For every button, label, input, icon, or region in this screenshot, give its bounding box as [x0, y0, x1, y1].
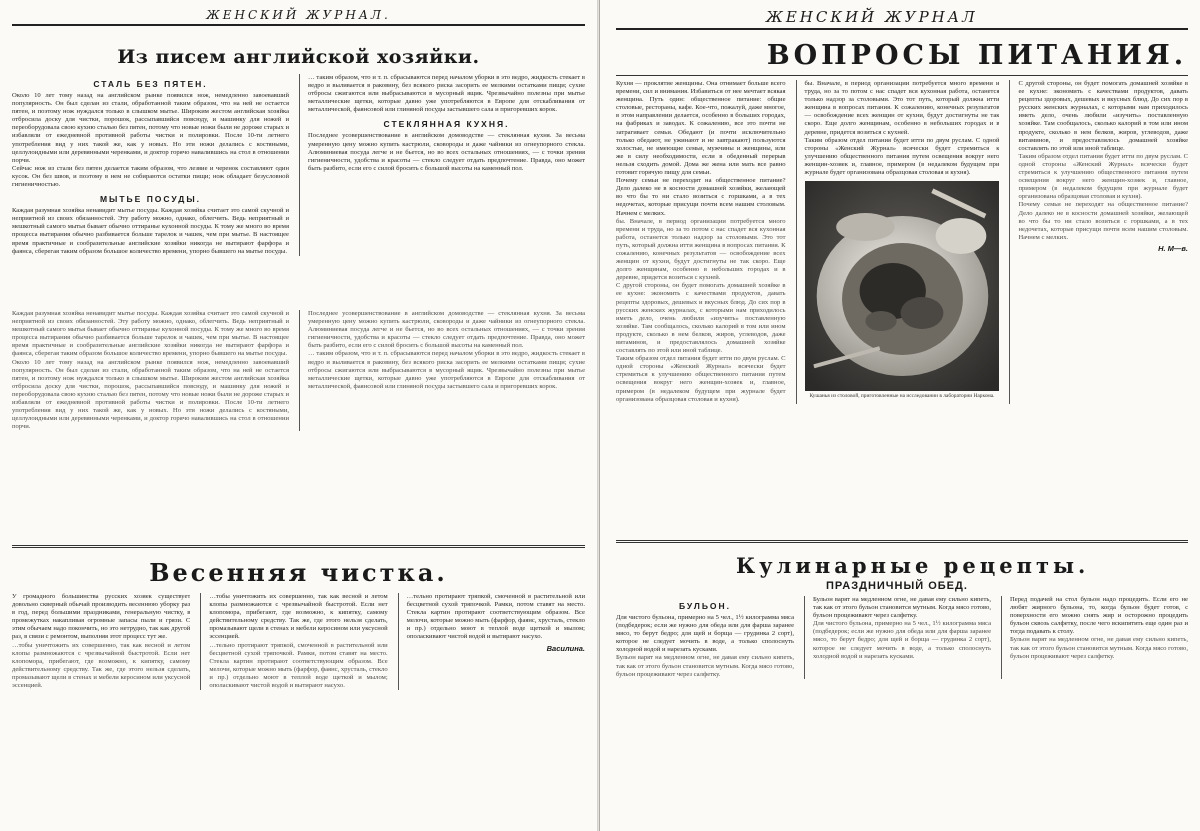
title-rule [616, 75, 1188, 76]
mid-text-1b: Около 10 лет тому назад на английском рынке появился нож, немедленно завоевавший популярность. Он был сделан из стали, обработанной таким образом, что на ней не остается пятен, и поэтому нож нуждался только в слышком мытье. Широким жестом английская хозяйка отбросила доску для чистки, порошок, рассыпавшийся повсюду, и машинку для ножей и переоборудовала свою кухню сталью без пятен, потому что новые ножи были не дороже старых и избавляли от ежедневной противной работы чистки и полировки. После 10-ти летнего употребления вид у них такой же, как у новых. Но эти ножи делались с костяными, целлулоидными или деревянными черенками, и доктор горячо навалившись на стол в отношении порчи. [12, 358, 289, 431]
nutrition-text-3b: Таким образом отдел питания будет итти по двум руслам. С одной стороны «Женский Журнал» всячески будет стремиться к улучшению общественного питания путем освещения вокруг него женщин-хозяек и, главное, примером (в недалеком будущем при журнале будет организована образцовая столовая и кухня). [1018, 152, 1188, 201]
article-culinary [616, 547, 1188, 779]
food-photo-figure [805, 181, 1000, 400]
text-column-2: … таким образом, что и т. п. сбрасываются перед началом уборки в это ведро, жидкость стекает в ведро и выливается в раковину, без всякого риска засорить ее мелкими остатками пищи; сухие отбросы сжигаются или выбрасываются в мусорный ящик. Чрезвычайно полезны при мытье металлические щетки, которые давно уже употребляются в Европе для отскабливания от металлической, фаянсовой или глиняной посуды застывшего сала и пригоревших корок. [308, 74, 585, 114]
text-stainless: Около 10 лет тому назад на английском рынке появился нож, немедленно завоевавший популярность. Он был сделан из стали, обработанной таким образом, что на ней не остается пятен, и поэтому нож нуждался только в слышком мытье. Широким жестом английская хозяйка отбросила доску для чистки, порошок, рассыпавшийся повсюду, и машинку для ножей и переоборудовала свою кухню сталью без пятен, потому что новые ножи были не дороже старых и избавляли от ежедневной противной работы чистки и полировки. После 10-ти летнего употребления вид у них такой же, как у новых. Но эти ножи делались с костяными, целлулоидными или деревянными черенками, и доктор горячо навалившись на стол в отношении порчи. [12, 92, 289, 164]
spring-text-c: …тельно протирают тряпкой, смоченной в растительной или бесцветной сухой тряпочкой. Рамки, потом ставят на место. Стекла картин протирают соответствующим образом. Все мелочи, которые можно мыть (фарфор, фаянс, хрусталь, стекло и пр.) отдельно моют в теплой воде щеткой и мылом; ополаскивают чистой водой и вытирают насухо. [406, 593, 585, 641]
section-head-stainless: СТАЛЬ БЕЗ ПЯТЕН. [93, 79, 208, 89]
culinary-text-c: Перед подачей на стол бульон надо процедить. Если его не любят жирного бульона, то, когда бульон будет готов, с поверхности его можно снять жир и осторожно процедить бульон сквозь салфетку, после чего вскипятить еще один раз и тогда подавать к столу. [1010, 596, 1188, 636]
divider-rule [12, 545, 585, 548]
nutrition-column-3 [1009, 80, 1188, 404]
photo-caption: Кушанья из столовой, приготовленные на исследовании в лаборатории Наркома. [809, 393, 995, 400]
mid-text-2: Последнее усовершенствование в английском домоводстве — стеклянная кухня. За весьма умеренную цену можно купить кастрюли, сковороды и даже чайники из огнеупорного стекла. Алюминиевая посуда легче и не бьется, но во всех остальных отношениях, — с точки зрения гигиеничности, удобства и красоты — стекло следует отдать предпочтение. Правда, оно может быть разбито, если его с силой бросить с большой высоты на каменный пол. [308, 310, 585, 350]
spring-column-3 [398, 593, 585, 690]
article-english-housewife [12, 32, 585, 310]
culinary-columns [616, 596, 1188, 679]
nutrition-text-2b: Таким образом отдел питания будет итти по двум руслам. С одной стороны «Женский Журнал» всячески будет стремиться к улучшению общественного питания путем освещения вокруг него женщин-хозяек и, главное, примером (в недалеком будущем при журнале будет организована образцовая столовая и кухня). [804, 136, 1000, 177]
signature-spring: Василина. [546, 643, 585, 653]
left-running-head: ЖЕНСКИЙ ЖУРНАЛ. [12, 8, 585, 26]
right-page [600, 0, 1200, 831]
nutrition-text-1c: бы. Вначале, в период организации потребуется много времени и труда, но за то потом с нас спадет вся кухонная работа, останется только надзор за столовыми. Это тот путь, который должна итти женщина в вопросах питания. К сожалению, конечных результатов — освобождение всех женщин от кухни, будут достигнуты не так скоро. Еще долго женщинам, особенно в небольших городах и в деревне, придется возиться с кухней. [616, 217, 786, 282]
mid-text-2b: … таким образом, что и т. п. сбрасываются перед началом уборки в это ведро, жидкость стекает в ведро и выливается в раковину, без всякого риска засорить ее мелкими остатками пищи; сухие отбросы сжигаются или выбрасываются в мусорный ящик. Чрезвычайно полезны при мытье металлические щетки, которые давно уже употребляются в Европе для отскабливания от металлической, фаянсовой или глиняной посуды застывшего сала и пригоревших корок. [308, 350, 585, 390]
column-1 [12, 74, 289, 256]
text-stainless-b: Сейчас нож из стали без пятен делается таким образом, что лезвие и черенок составляют один кусок. Он без швов, и поэтому в нем не собираются остатки пищи; нож обладает безусловной гигиеничностью. [12, 164, 289, 189]
culinary-column-2 [804, 596, 991, 679]
nutrition-text-1b: Почему семьи не переходят на общественное питание? Дело далеко не в косности домашней хозяйки, желающей во что бы то ни стало возиться с горшками, а в тех недочетах, которые присущи почти всем нашим столовым. Начнем с мелких. [616, 177, 786, 217]
signature-nutrition: Н. М—в. [1158, 243, 1188, 253]
spring-text-a2: …тобы уничтожить их совершенно, так как весной и летом клопы размножаются с чрезвычайной быстротой. Если нет клопомора, прибегают, где возможно, к кипятку, самому действительному средству. Так же, где этого нельзя сделать, промазывают щели в стенах и мебели керосином или уксусной эссенцией. [12, 641, 191, 690]
nutrition-text-3c: Почему семьи не переходят на общественное питание? Дело далеко не в косности домашней хозяйки, желающей во что бы то ни стало возиться с горшками, а в тех недочетах, которые присущи почти всем нашим столовым. Начнем с мелких. [1018, 201, 1188, 241]
text-glass-kitchen: Последнее усовершенствование в английском домоводстве — стеклянная кухня. За весьма умеренную цену можно купить кастрюли, сковороды и даже чайники из огнеупорного стекла. Алюминиевая посуда легче и не бьется, но во всех остальных отношениях, — с точки зрения гигиеничности, удобства и красоты — стекло следует отдать предпочтение. Правда, оно может быть разбито, если его с силой бросить с большой высоты на каменный пол. [308, 132, 585, 172]
culinary-column-3 [1001, 596, 1188, 679]
article-title-letters: Из писем английской хозяйки. [117, 46, 480, 68]
culinary-text-c2: Бульон варят на медленном огне, не давая ему сильно кипеть, так как от этого бульон становится мутным. Когда мясо готово, бульон процеживают через салфетку. [1010, 636, 1188, 660]
spring-text-a: У громадного большинства русских хозяек существует довольно скверный обычай производить весеннюю уборку раз в год, перед большими праздниками, генеральную чистку, в промежутках накапливая огромные запасы пыли и грязи. С этим обычаем надо покончить, но это нетрудно, так как другой раз, в связи с ремонтом, выполняя этот процесс тут же. [12, 593, 191, 641]
spring-column-1 [12, 593, 190, 690]
left-middle-columns [12, 310, 585, 541]
article-columns [12, 74, 585, 256]
article-subtitle-holiday-dinner: ПРАЗДНИЧНЫЙ ОБЕД. [826, 580, 968, 592]
text-dishwashing: Каждая разумная хозяйка ненавидит мытье посуды. Каждая хозяйка считает это самой скучной и неприятной из своих обязанностей. Эту работу можно, однако, облегчить. Ведь неприятный и мешкотный самого мытья бывает обычно оттиранье кухонной посуды. К тому же много во время процесса вытирания обычно разбивается больше тарелок и чашек, чем при мытье. В настоящее время практичные и сообразительные английские хозяйки никогда не вытирают фарфора и фаянса, сберегая таким образом большое количество времени, упорно бывшего на мытье посуды. [12, 207, 289, 255]
column-2 [299, 74, 585, 256]
nutrition-column-1 [616, 80, 786, 404]
nutrition-columns [616, 80, 1188, 404]
culinary-text-b: Бульон варят на медленном огне, не давая ему сильно кипеть, так как от этого бульон становится мутным. Когда мясо готово, бульон процеживают через салфетку. [813, 596, 991, 620]
food-photo [805, 181, 1000, 391]
section-head-dishwashing: МЫТЬЕ ПОСУДЫ. [99, 194, 202, 205]
mid-column-1 [12, 310, 289, 431]
article-nutrition [616, 36, 1188, 536]
spring-text-b: …тобы уничтожить их совершенно, так как весной и летом клопы размножаются с чрезвычайной быстротой. Если нет клопомора, прибегают, где возможно, к кипятку, самому действительному средству. Так же, где этого нельзя сделать, промазывают щели в стенах и мебели керосином или уксусной эссенцией. [209, 593, 388, 641]
mid-column-2 [299, 310, 585, 431]
right-divider-rule [616, 540, 1188, 543]
spring-column-2 [200, 593, 387, 690]
article-title-nutrition: ВОПРОСЫ ПИТАНИЯ. [766, 40, 1188, 71]
culinary-text-a2: Бульон варят на медленном огне, не давая ему сильно кипеть, так как от этого бульон становится мутным. Когда мясо готово, бульон процеживают через салфетку. [616, 654, 794, 678]
culinary-column-1 [616, 596, 794, 679]
section-head-broth: БУЛЬОН. [679, 601, 731, 611]
section-head-glass-kitchen: СТЕКЛЯННАЯ КУХНЯ. [383, 119, 510, 130]
mid-text-1: Каждая разумная хозяйка ненавидит мытье посуды. Каждая хозяйка считает это самой скучной и неприятной из своих обязанностей. Эту работу можно, однако, облегчить. Ведь неприятный и мешкотный самого мытья бывает обычно оттиранье кухонной посуды. К тому же много во время процесса вытирания обычно разбивается больше тарелок и чашек, чем при мытье. В настоящее время практичные и сообразительные английские хозяйки никогда не вытирают фарфора и фаянса, сберегая таким образом большое количество времени, упорно бывшего на мытье посуды. [12, 310, 289, 358]
nutrition-text-1: Кухня — проклятие женщины. Она отнимает больше всего времени, сил и внимания. Избавиться от нее мечтает всякая женщина. Путь один: общественное питание: общие столовые, рестораны, кафе. Кое-что, пожалуй, даже многое, в этом направлении делается, особенно в больших городах, на фабриках и заводах. К сожалению, все это почти не затрагивает семьи. Обедают (и почти исключительно только обедают, не ужинают и не завтракают) пользуются холостые, не имеющие семьи, мужчины и женщины, или же в силу необходимости, если в обеденный перерыв нельзя сходить домой. Дома же жена или мать все равно готовит горячую пищу для семьи. [616, 80, 786, 177]
spring-columns [12, 593, 585, 690]
nutrition-text-2: бы. Вначале, в период организации потребуется много времени и труда, но за то потом с нас спадет вся кухонная работа, останется только надзор за столовыми. Это тот путь, который должна итти женщина в вопросах питания. К сожалению, конечных результатов — освобождение всех женщин от кухни, будут достигнуты не так скоро. Еще долго женщинам, особенно в небольших городах и в деревне, придется возиться с кухней. [804, 80, 1000, 136]
nutrition-column-2 [796, 80, 1000, 404]
nutrition-text-3: С другой стороны, он будет помогать домашней хозяйке в ее кухне: экономить с качествами продуктов, давать рецепты здоровых, дешевых и вкусных блюд. До сих пор в русских женских журналах, с которыми нам приходилось иметь дело, очень любили «изучить» поставленную хозяйке. Там сообщалось, сколько калорий в том или ином продукте, сколько в нем белков, жиров, углеводов, даже витаминов, и предоставлялось домашней хозяйке составлять по этой или иной таблице. [1018, 80, 1188, 152]
culinary-text-b2: Для чистого бульона, примерно на 5 чел., 1½ килограмма мяса (подбедерок; если же нужно для обеда или для фарша заранее мясо, то берут бедро; для щей и борща — грудинка 2 сорт), которое не следует мочить в воде, а только сполоснуть холодной водой и нарезать кусками. [813, 620, 991, 660]
article-spring-cleaning [12, 552, 585, 764]
spring-text-b2: …тельно протирают тряпкой, смоченной в растительной или бесцветной сухой тряпочкой. Рамки, потом ставят на место. Стекла картин протирают соответствующим образом. Все мелочи, которые можно мыть (фарфор, фаянс, хрусталь, стекло и пр.) отдельно моют в теплой воде щеткой и мылом; ополаскивают чистой водой и вытирают насухо. [209, 641, 388, 690]
nutrition-text-1e: Таким образом отдел питания будет итти по двум руслам. С одной стороны «Женский Журнал» всячески будет стремиться к улучшению общественного питания путем освещения вокруг него женщин-хозяек и, главное, примером (в недалеком будущем при журнале будет организована образцовая столовая и кухня). [616, 355, 786, 403]
mid-columns [12, 310, 585, 431]
right-running-head: ЖЕНСКИЙ ЖУРНАЛ [616, 8, 1188, 30]
culinary-text-a: Для чистого бульона, примерно на 5 чел., 1½ килограмма мяса (подбедерок; если же нужно для обеда или для фарша заранее мясо, то берут бедро; для щей и борща — грудинка 2 сорт), которое не следует мочить в воде, а только сполоснуть холодной водой и нарезать кусками. [616, 614, 794, 654]
article-title-culinary: Кулинарные рецепты. [736, 553, 1090, 578]
nutrition-text-1d: С другой стороны, он будет помогать домашней хозяйке в ее кухне: экономить с качествами продуктов, давать рецепты здоровых, дешевых и вкусных блюд. До сих пор в русских женских журналах, с которыми нам приходилось иметь дело, очень любили «изучить» поставленную хозяйке. Там сообщалось, сколько калорий в том или ином продукте, сколько в нем белков, жиров, углеводов, даже витаминов, и предоставлялось домашней хозяйке составлять по этой или иной таблице. [616, 282, 786, 355]
article-title-spring: Весенняя чистка. [149, 558, 448, 587]
